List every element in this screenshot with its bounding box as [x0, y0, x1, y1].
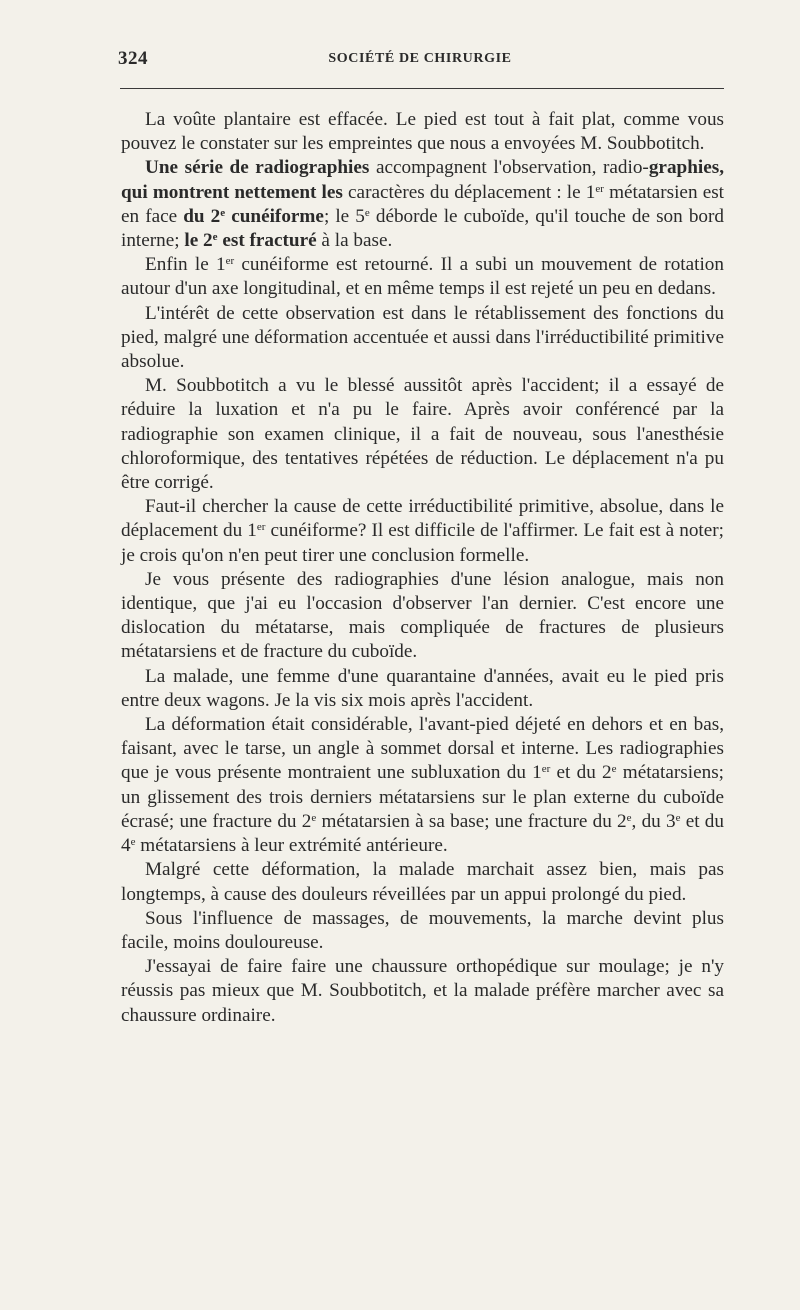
superscript: e	[364, 206, 370, 219]
header-rule	[120, 88, 724, 89]
text-span: métatarsien est en face	[121, 181, 725, 227]
text-span: accompagnent l'observation, radio-	[369, 157, 649, 179]
text-span: Faut-il chercher la cause de cette irréductibilité primitive, absolue, dans le déplacement du 1	[121, 496, 724, 542]
paragraph	[121, 253, 724, 301]
paragraph: La voûte plantaire est effacée. Le pied est tout à fait plat, comme vous pouvez le constater sur les empreintes que nous a envoyées M. Soubbotitch.	[121, 109, 724, 155]
paragraph: Malgré cette déformation, la malade marchait assez bien, mais pas longtemps, à cause des douleurs réveillées par un appui prolongé du pied.	[121, 859, 724, 905]
superscript: e	[311, 811, 317, 824]
text-span: Une série de radiographies	[145, 157, 370, 179]
paragraph	[121, 495, 724, 568]
text-span: Enfin le 1	[145, 254, 226, 276]
page-number: 324	[118, 48, 148, 69]
text-span: cunéiforme? Il est difficile de l'affirmer. Le fait est à noter; je crois qu'on n'en peut tirer une conclusion formelle.	[121, 520, 724, 566]
text-span: à la base.	[316, 230, 393, 252]
paragraph	[121, 713, 724, 858]
paragraph	[121, 156, 724, 253]
superscript: e	[212, 231, 218, 244]
paragraph: L'intérêt de cette observation est dans le rétablissement des fonctions du pied, malgré une déformation accentuée et aussi dans l'irréductibilité primitive absolue.	[121, 302, 724, 373]
page-header	[118, 48, 722, 76]
running-title: SOCIÉTÉ DE CHIRURGIE	[328, 51, 512, 66]
superscript: er	[225, 255, 235, 268]
superscript: e	[130, 836, 136, 849]
text-span: et du 2	[550, 762, 612, 784]
superscript: e	[626, 811, 632, 824]
text-span: métatarsiens; un glissement des trois derniers métatarsiens sur le plan externe du cuboïde écrasé; une fracture du 2	[121, 762, 724, 832]
superscript: er	[595, 182, 604, 195]
text-span: et du 4	[121, 810, 724, 857]
paragraph: La malade, une femme d'une quarantaine d'années, avait eu le pied pris entre deux wagons. Je la vis six mois après l'accident.	[121, 665, 724, 711]
superscript: e	[675, 811, 681, 824]
text-span: cunéiforme est retourné. Il a subi un mouvement de rotation autour d'un axe longitudinal, et en même temps il est rejeté un peu en dedans.	[121, 254, 724, 300]
text-span: caractères du déplacement : le 1	[342, 181, 596, 203]
text-span: du 2	[183, 205, 221, 227]
page-body	[121, 108, 724, 1028]
text-span: La déformation était considérable, l'avant-pied déjeté en dehors et en bas, faisant, avec le tarse, un angle à sommet dorsal et interne. Les radiographies que je vous présente montraient une subluxation du 1	[121, 714, 724, 784]
paragraph: Je vous présente des radiographies d'une lésion analogue, mais non identique, que j'ai eu l'occasion d'observer l'an dernier. C'est encore une dislocation du métatarse, mais compliquée de fractures de plusieurs métatarsiens et de fracture du cuboïde.	[121, 568, 724, 663]
text-span: métatarsien à sa base; une fracture du 2	[316, 810, 627, 832]
text-span: , du 3	[631, 810, 676, 832]
paragraph: Sous l'influence de massages, de mouvements, la marche devint plus facile, moins douloureuse.	[121, 907, 724, 953]
superscript: er	[541, 763, 551, 776]
superscript: e	[220, 206, 226, 219]
text-span: déborde le cuboïde, qu'il touche de son bord interne;	[121, 205, 724, 252]
text-span: métatarsiens à leur extrémité antérieure.	[135, 835, 448, 857]
text-span: le 2	[184, 230, 213, 252]
paragraph: J'essayai de faire faire une chaussure orthopédique sur moulage; je n'y réussis pas mieux que M. Soubbotitch, et la malade préfère marcher avec sa chaussure ordinaire.	[121, 956, 724, 1026]
superscript: e	[611, 763, 617, 776]
text-span: est fracturé	[217, 230, 317, 252]
paragraph: M. Soubbotitch a vu le blessé aussitôt après l'accident; il a essayé de réduire la luxation et n'a pu le faire. Après avoir conférencé par la radiographie son examen clinique, il a fait de nouveau, sous l'anesthésie chloroformique, des tentatives répétées de réduction. Le déplacement n'a pu être corrigé.	[121, 375, 724, 494]
text-span: cunéiforme	[225, 205, 324, 227]
superscript: er	[256, 521, 266, 534]
text-span: ; le 5	[323, 205, 365, 227]
text-span: graphies, qui montrent nettement les	[121, 157, 724, 203]
